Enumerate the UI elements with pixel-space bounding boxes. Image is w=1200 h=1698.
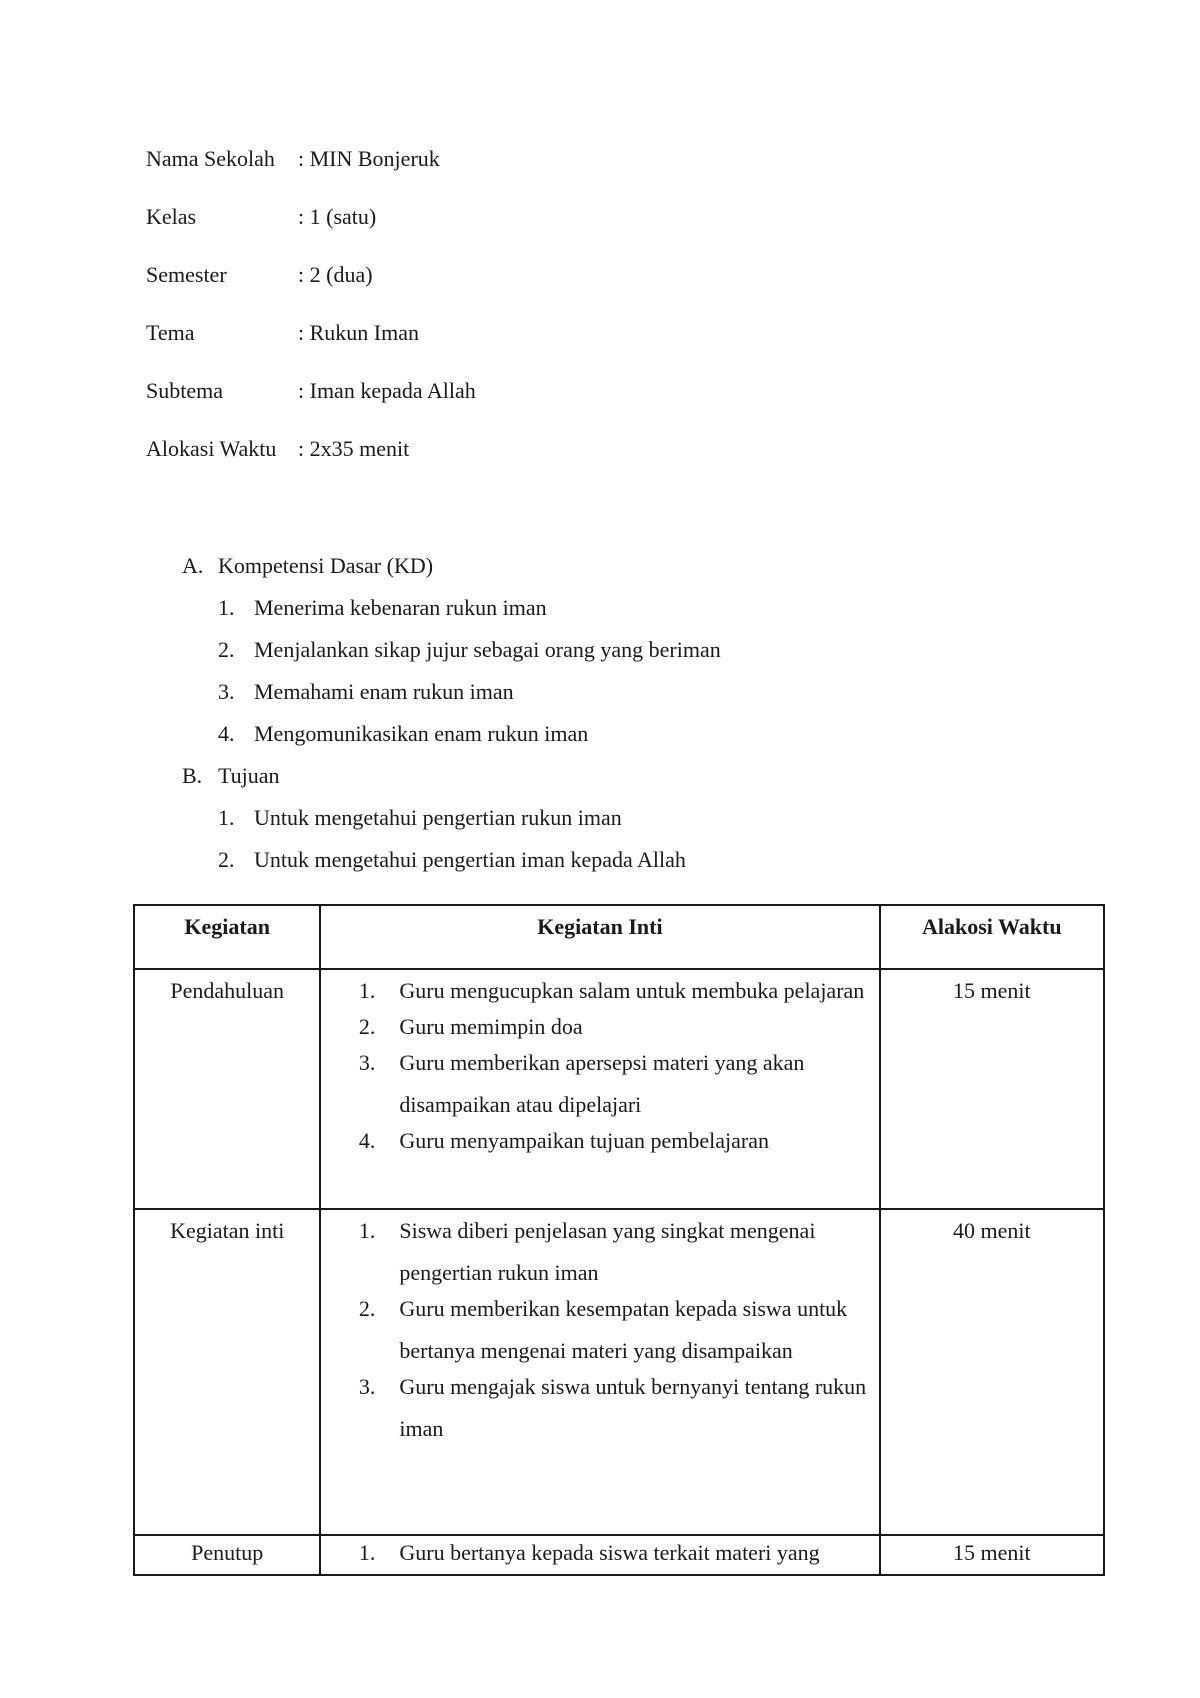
- activity-duration: 15 menit: [880, 1535, 1104, 1575]
- step-text: Siswa diberi penjelasan yang singkat mengenai pengertian rukun iman: [399, 1218, 816, 1285]
- list-item: [182, 719, 1082, 761]
- list-text: Mengomunikasikan enam rukun iman: [254, 721, 589, 746]
- info-value: : 2 (dua): [298, 262, 373, 287]
- list-item: [321, 1538, 870, 1574]
- identity-block: [146, 144, 476, 492]
- step-number: 2.: [358, 1296, 376, 1321]
- step-list: [321, 1210, 878, 1450]
- list-item: [321, 1216, 870, 1294]
- info-row-theme: [146, 318, 476, 376]
- section-list: [182, 593, 1082, 761]
- info-value: : Rukun Iman: [298, 320, 419, 345]
- list-text: Menerima kebenaran rukun iman: [254, 595, 547, 620]
- header-alokasi-waktu: Alakosi Waktu: [880, 905, 1104, 969]
- step-text: Guru menyampaikan tujuan pembelajaran: [399, 1128, 769, 1153]
- list-item: [321, 1294, 870, 1372]
- step-list: [321, 970, 878, 1162]
- info-row-class: [146, 202, 476, 260]
- step-number: 4.: [358, 1128, 376, 1153]
- table-row: [134, 969, 1104, 1209]
- step-number: 1.: [358, 1218, 376, 1243]
- step-number: 3.: [358, 1050, 376, 1075]
- info-label: Alokasi Waktu: [146, 436, 277, 461]
- info-value: : MIN Bonjeruk: [298, 146, 440, 171]
- info-value: : 1 (satu): [298, 204, 377, 229]
- info-row-subtheme: [146, 376, 476, 434]
- list-item: [321, 1048, 870, 1126]
- step-text: Guru mengucupkan salam untuk membuka pelajaran: [399, 978, 865, 1003]
- list-number: 2.: [218, 637, 235, 662]
- list-number: 1.: [218, 805, 235, 830]
- activity-phase: Kegiatan inti: [134, 1209, 320, 1535]
- info-label: Kelas: [146, 204, 197, 229]
- activity-table: [133, 904, 1105, 1576]
- list-text: Memahami enam rukun iman: [254, 679, 514, 704]
- header-kegiatan: Kegiatan: [134, 905, 320, 969]
- info-row-semester: [146, 260, 476, 318]
- info-label: Subtema: [146, 378, 223, 403]
- list-item: [182, 593, 1082, 635]
- list-number: 2.: [218, 847, 235, 872]
- section-letter: A.: [182, 553, 204, 578]
- header-kegiatan-inti: Kegiatan Inti: [320, 905, 879, 969]
- table-header-row: [134, 905, 1104, 969]
- list-text: Untuk mengetahui pengertian rukun iman: [254, 805, 622, 830]
- list-item: [182, 635, 1082, 677]
- step-text: Guru memberikan kesempatan kepada siswa untuk bertanya mengenai materi yang disampaikan: [399, 1296, 848, 1363]
- step-number: 1.: [358, 978, 376, 1003]
- list-text: Untuk mengetahui pengertian iman kepada Allah: [254, 847, 686, 872]
- section-kompetensi-dasar: [182, 551, 1082, 761]
- list-item: [321, 1372, 870, 1450]
- step-number: 3.: [358, 1374, 376, 1399]
- info-label: Semester: [146, 262, 227, 287]
- section-heading: [182, 761, 1082, 803]
- activity-steps: [320, 969, 879, 1209]
- step-text: Guru mengajak siswa untuk bernyanyi tentang rukun iman: [399, 1374, 867, 1441]
- list-item: [182, 845, 1082, 887]
- section-list: [182, 803, 1082, 887]
- list-text: Menjalankan sikap jujur sebagai orang yang beriman: [254, 637, 721, 662]
- section-letter: B.: [182, 763, 203, 788]
- info-value: : Iman kepada Allah: [298, 378, 476, 403]
- table-row: [134, 1209, 1104, 1535]
- list-item: [321, 1126, 870, 1162]
- list-number: 1.: [218, 595, 235, 620]
- activity-duration: 15 menit: [880, 969, 1104, 1209]
- list-item: [182, 677, 1082, 719]
- info-value: : 2x35 menit: [298, 436, 410, 461]
- info-row-school: [146, 144, 476, 202]
- activity-steps: [320, 1209, 879, 1535]
- list-number: 4.: [218, 721, 235, 746]
- step-text: Guru memimpin doa: [399, 1014, 583, 1039]
- step-text: Guru bertanya kepada siswa terkait materi yang: [399, 1540, 820, 1565]
- section-title: Kompetensi Dasar (KD): [218, 553, 434, 578]
- step-list: [321, 1536, 878, 1574]
- section-heading: [182, 551, 1082, 593]
- activity-duration: 40 menit: [880, 1209, 1104, 1535]
- info-label: Tema: [146, 320, 195, 345]
- step-text: Guru memberikan apersepsi materi yang akan disampaikan atau dipelajari: [399, 1050, 805, 1117]
- list-item: [182, 803, 1082, 845]
- section-tujuan: [182, 761, 1082, 887]
- info-row-time: [146, 434, 476, 492]
- activity-phase: Pendahuluan: [134, 969, 320, 1209]
- info-label: Nama Sekolah: [146, 146, 275, 171]
- step-number: 1.: [358, 1540, 376, 1565]
- step-number: 2.: [358, 1014, 376, 1039]
- activity-phase: Penutup: [134, 1535, 320, 1575]
- list-number: 3.: [218, 679, 235, 704]
- outline-sections: [182, 551, 1082, 887]
- activity-steps: [320, 1535, 879, 1575]
- section-title: Tujuan: [218, 763, 280, 788]
- table-row: [134, 1535, 1104, 1575]
